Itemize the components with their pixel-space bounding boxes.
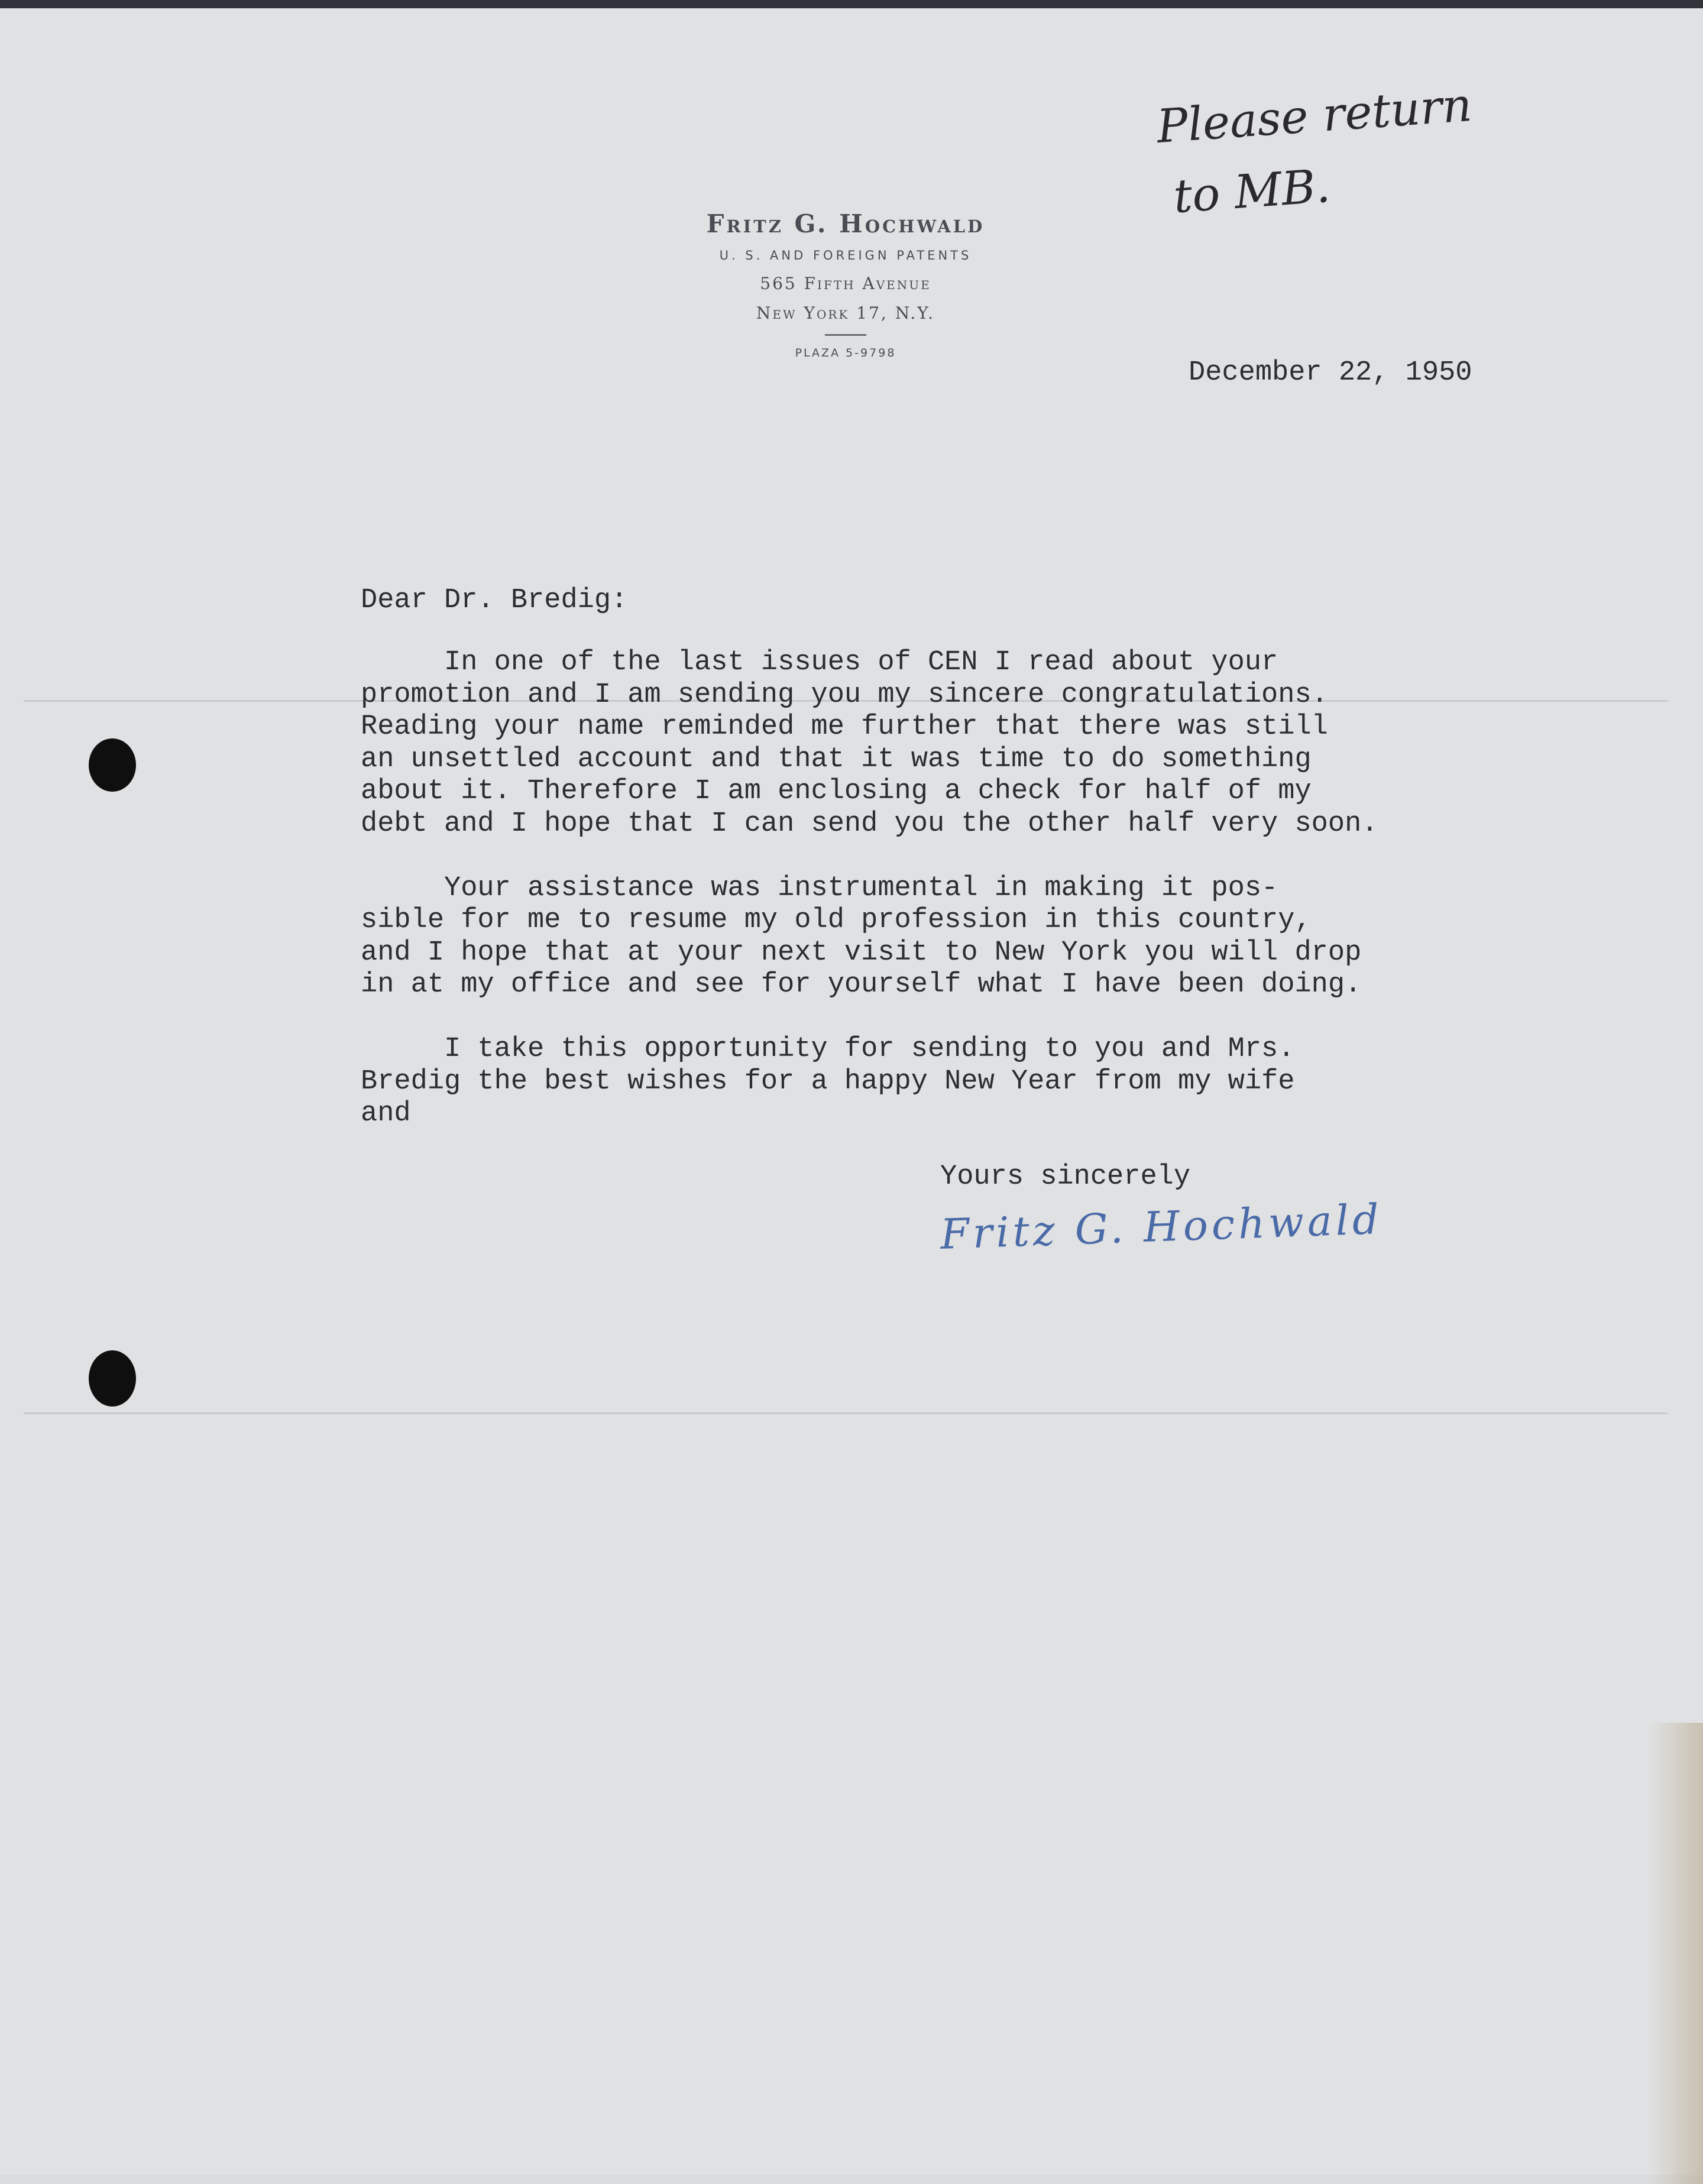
handwritten-note — [1154, 67, 1518, 233]
body-line: debt and I hope that I can send you the other half very soon. — [361, 808, 1378, 840]
letter-body — [361, 647, 1602, 1130]
salutation: Dear Dr. Bredig: — [361, 585, 628, 616]
body-line: an unsettled account and that it was time to do something — [361, 743, 1312, 775]
letter-date: December 22, 1950 — [1189, 357, 1472, 388]
punch-hole — [89, 1350, 136, 1407]
body-line: and I hope that at your next visit to New York you will drop — [361, 937, 1362, 968]
body-line: in at my office and see for yourself what I have been doing. — [361, 969, 1362, 1000]
letterhead-divider — [825, 334, 866, 336]
paragraph-gap — [361, 1002, 1602, 1034]
body-line: and — [361, 1098, 411, 1129]
paragraph-gap — [361, 840, 1602, 873]
body-line: sible for me to resume my old profession in this country, — [361, 905, 1312, 936]
body-line: In one of the last issues of CEN I read about your — [361, 647, 1278, 678]
letterhead — [609, 206, 1082, 362]
punch-hole — [89, 738, 136, 792]
handwritten-signature: Fritz G. Hochwald — [939, 1194, 1384, 1259]
letterhead-phone: PLAZA 5-9798 — [795, 346, 896, 359]
body-line: promotion and I am sending you my sincere congratulations. — [361, 679, 1328, 711]
paragraph — [361, 873, 1602, 1002]
fold-line — [24, 1412, 1668, 1414]
body-line: about it. Therefore I am enclosing a check for half of my — [361, 776, 1312, 807]
closing: Yours sincerely — [940, 1161, 1191, 1193]
note-line: Please return — [1155, 78, 1474, 154]
paragraph — [361, 647, 1602, 840]
body-line: Reading your name reminded me further that there was still — [361, 711, 1328, 743]
letterhead-street: 565 Fifth Avenue — [760, 274, 931, 293]
paragraph — [361, 1033, 1602, 1130]
letterhead-city: New York 17, N.Y. — [756, 303, 935, 323]
note-line: to MB. — [1171, 160, 1332, 224]
body-line: Bredig the best wishes for a happy New Year from my wife — [361, 1065, 1295, 1097]
body-line: Your assistance was instrumental in making it pos- — [361, 872, 1278, 904]
body-line: I take this opportunity for sending to you and Mrs. — [361, 1033, 1295, 1065]
letterhead-name: Fritz G. Hochwald — [706, 209, 985, 238]
paper-stain — [1650, 1723, 1703, 2184]
letterhead-subtitle: U. S. AND FOREIGN PATENTS — [719, 248, 972, 263]
